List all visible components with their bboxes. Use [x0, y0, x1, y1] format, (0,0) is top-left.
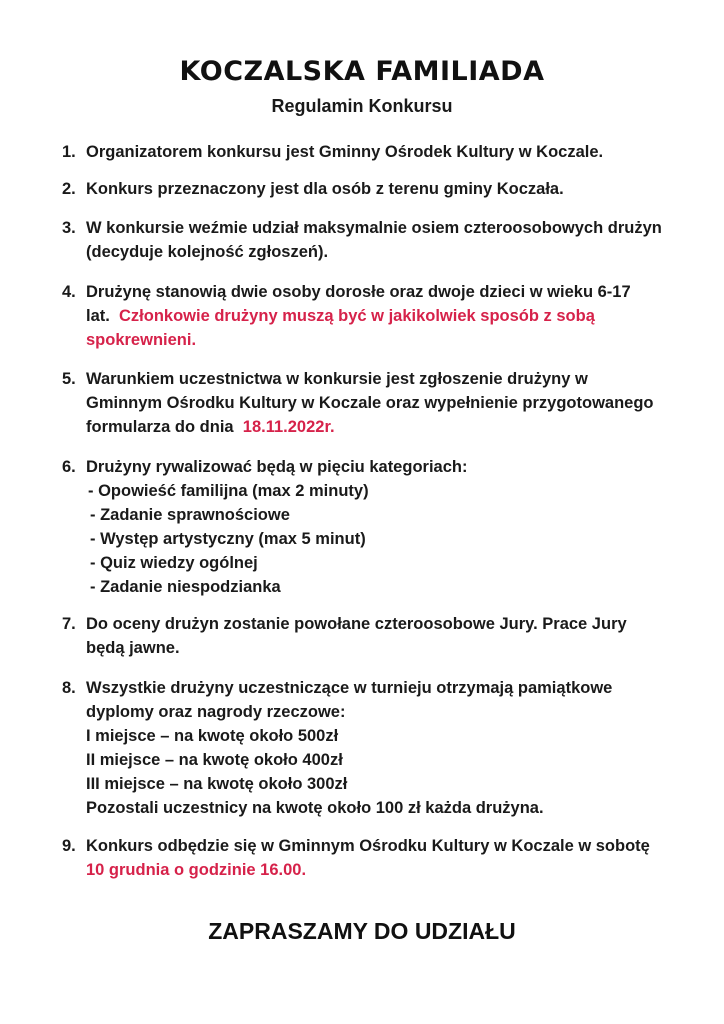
deadline-date: 18.11.2022r.: [242, 418, 335, 436]
rule-item-2: [62, 177, 692, 201]
prize-line: I miejsce – na kwotę około 500zł: [86, 727, 339, 745]
rule-item-9: [62, 834, 692, 882]
rule-number: 4.: [62, 283, 76, 301]
rule-text: Drużynę stanowią dwie osoby dorosłe oraz dwoje dzieci w wieku 6-17: [86, 283, 631, 301]
category-item: - Quiz wiedzy ogólnej: [90, 554, 258, 572]
document-title: KOCZALSKA FAMILIADA: [179, 56, 545, 87]
rule-item-1: [62, 140, 692, 164]
rule-item-6: [62, 455, 692, 599]
rule-text: Warunkiem uczestnictwa w konkursie jest zgłoszenie drużyny w: [86, 370, 588, 388]
category-item: - Opowieść familijna (max 2 minuty): [88, 482, 369, 500]
rule-text: Wszystkie drużyny uczestniczące w turnieju otrzymają pamiątkowe: [86, 679, 613, 697]
category-list: [86, 479, 692, 599]
rule-number: 9.: [62, 837, 76, 855]
rule-text: będą jawne.: [86, 639, 180, 657]
rule-text: Drużyny rywalizować będą w pięciu kategoriach:: [86, 458, 468, 476]
rule-text: lat.: [86, 307, 110, 325]
prize-line: II miejsce – na kwotę około 400zł: [86, 751, 343, 769]
prize-line: III miejsce – na kwotę około 300zł: [86, 775, 348, 793]
rule-number: 6.: [62, 458, 76, 476]
rule-item-5: [62, 367, 692, 439]
rule-number: 2.: [62, 180, 76, 198]
category-item: - Zadanie sprawnościowe: [90, 506, 290, 524]
rule-text: Do oceny drużyn zostanie powołane czteroosobowe Jury. Prace Jury: [86, 615, 627, 633]
rule-text: dyplomy oraz nagrody rzeczowe:: [86, 703, 346, 721]
event-date: 10 grudnia o godzinie 16.00.: [86, 861, 307, 879]
rule-item-3: [62, 216, 692, 264]
prize-line: Pozostali uczestnicy na kwotę około 100 zł każda drużyna.: [86, 799, 544, 817]
rule-number: 3.: [62, 219, 76, 237]
rule-text: formularza do dnia: [86, 418, 234, 436]
document-subtitle: Regulamin Konkursu: [271, 96, 453, 116]
rule-number: 5.: [62, 370, 76, 388]
rule-text: Konkurs odbędzie się w Gminnym Ośrodku Kultury w Koczale w sobotę: [86, 837, 650, 855]
rule-item-8: [62, 676, 692, 820]
rule-number: 7.: [62, 615, 76, 633]
rule-text: W konkursie weźmie udział maksymalnie osiem czteroosobowych drużyn: [86, 219, 662, 237]
rule-highlight: Członkowie drużyny muszą być w jakikolwiek sposób z sobą: [119, 307, 595, 325]
rule-number: 8.: [62, 679, 76, 697]
rule-highlight: spokrewnieni.: [86, 331, 197, 349]
rule-number: 1.: [62, 143, 76, 161]
rule-text: Organizatorem konkursu jest Gminny Ośrodek Kultury w Koczale.: [86, 143, 604, 161]
rule-text: Konkurs przeznaczony jest dla osób z terenu gminy Koczała.: [86, 180, 564, 198]
category-item: - Występ artystyczny (max 5 minut): [90, 530, 366, 548]
category-item: - Zadanie niespodzianka: [90, 578, 281, 596]
rule-item-4: [62, 280, 692, 352]
rule-text: (decyduje kolejność zgłoszeń).: [86, 243, 329, 261]
rule-text: Gminnym Ośrodku Kultury w Koczale oraz wypełnienie przygotowanego: [86, 394, 654, 412]
invitation-footer: ZAPRASZAMY DO UDZIAŁU: [208, 918, 516, 944]
rule-item-7: [62, 612, 692, 660]
